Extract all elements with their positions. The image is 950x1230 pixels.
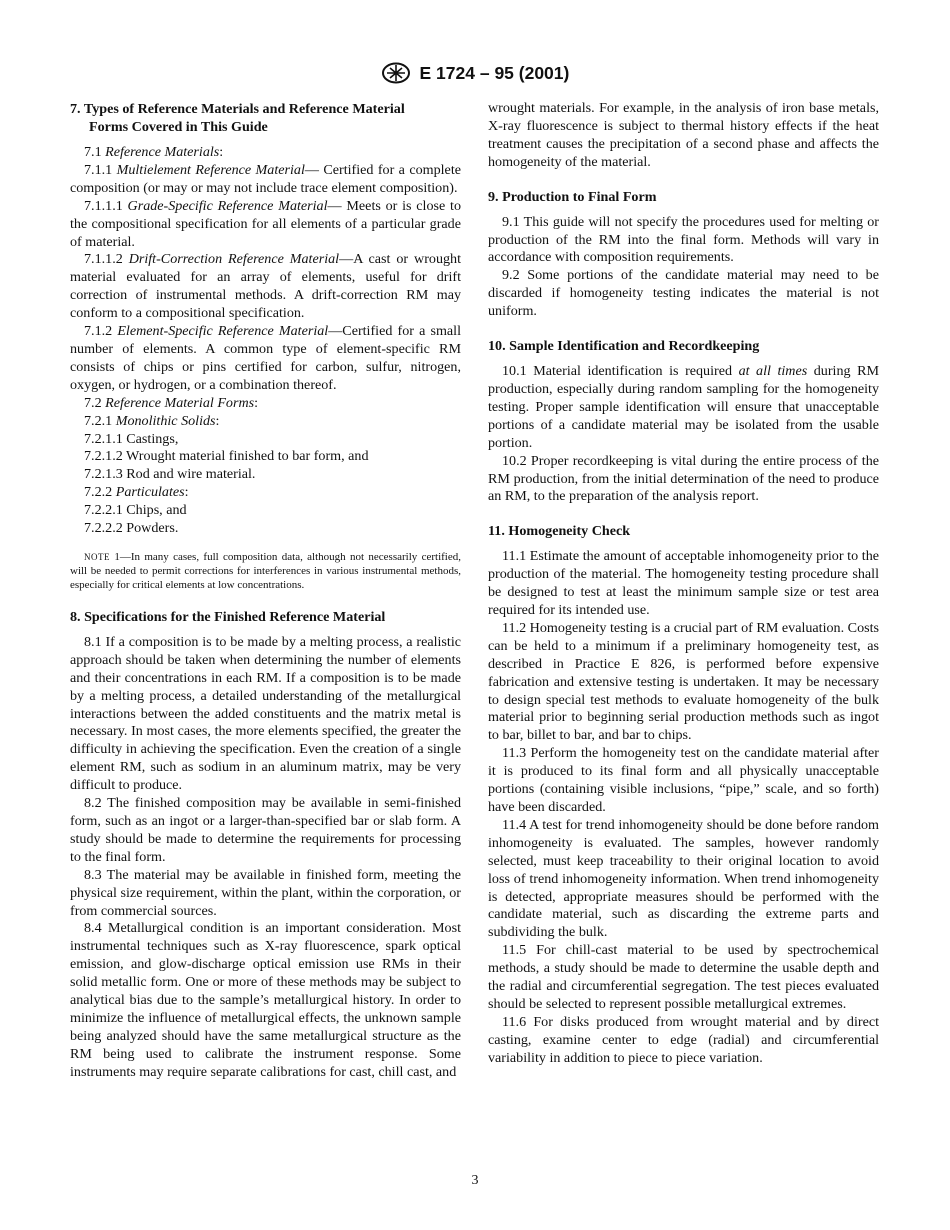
para-7-1-2: 7.1.2 Element-Specific Reference Material—Certified for a small number of elements. A common type of element-specific RM consists of chips or pins certified for carbon, sulfur, nitrogen, oxygen, or hydrogen, or a combination thereof. [70, 323, 462, 393]
para-7-2-1: 7.2.1 Monolithic Solids: [84, 412, 220, 429]
section-8-heading: 8. Specifications for the Finished Reference Material [70, 608, 386, 625]
para-8-4: 8.4 Metallurgical condition is an important consideration. Most instrumental techniques such as X-ray fluorescence, spark optical emission, and glow-discharge optical emission use RMs in their solid metallic form. One or more of these methods may be subject to analytical bias due to the sample’s metallurgical history. In order to minimize the influence of metallurgical effects, the unknown sample being analyzed should have the same metallurgical structure as the RM being used to calibrate the instrument response. Some instruments may require separate calibrations for cast, chill cast, and [70, 920, 461, 1080]
para-7-2: 7.2 Reference Material Forms: [84, 394, 259, 411]
para-9-1: 9.1 This guide will not specify the procedures used for melting or production of the RM into the final form. Methods will vary in accordance with composition requirements. [488, 213, 879, 266]
para-7-2-1-1: 7.2.1.1 Castings, [84, 430, 179, 447]
page-number: 3 [471, 1173, 479, 1188]
section-9-heading: 9. Production to Final Form [488, 188, 657, 205]
para-8-1: 8.1 If a composition is to be made by a melting process, a realistic approach should be taken when determining the number of elements and their concentrations in each RM. If a composition is to be made by a melting process, a detailed understanding of the metallurgical interactions between the added constituents and the matrix metal is necessary. In most cases, the more elements specified, the greater the difficulty in achieving the specification. Even the creation of a single element RM, such as sodium in an aluminum matrix, may be very difficult to produce. [70, 633, 461, 794]
para-7-2-1-2: 7.2.1.2 Wrought material finished to bar form, and [84, 448, 369, 465]
para-9-2: 9.2 Some portions of the candidate material may need to be discarded if homogeneity testing indicates the material is not uniform. [488, 267, 879, 320]
para-7-1-1-1: 7.1.1.1 Grade-Specific Reference Material— Meets or is close to the compositional specification for all elements of a particular grade of material. [70, 197, 461, 250]
note-1: NOTE 1—In many cases, full composition data, although not necessarily certified, will be needed to permit corrections for interferences in various instrumental methods, especially for critical elements at low concentrations. [70, 550, 461, 591]
para-10-1: 10.1 Material identification is required at all times during RM production, especially during random sampling for the homogeneity testing. Proper sample identification will ensure that unacceptable portions of a candidate material may be isolated from the usable portion. [488, 363, 880, 451]
para-11-4: 11.4 A test for trend inhomogeneity should be done before random inhomogeneity is evaluated. The samples, however randomly selected, must keep traceability to their original location to avoid loss of trend inhomogeneity information. When trend inhomogeneity is detected, appropriate measures should be performed with the candidate material, such as discarding the extreme parts and subdividing the bulk. [488, 816, 879, 941]
left-column [70, 100, 461, 1082]
para-7-1-1-2: 7.1.1.2 Drift-Correction Reference Material—A cast or wrought material evaluated for an array of elements, useful for drift correction of instrumental methods. A drift-correction RM may conform to a compositional specification. [70, 251, 461, 322]
para-7-1-1: 7.1.1 Multielement Reference Material— Certified for a complete composition (or may or may not include trace element composition). [70, 161, 461, 196]
para-11-1: 11.1 Estimate the amount of acceptable inhomogeneity prior to the production of the material. The homogeneity testing procedure shall be designed to test at least the minimum sample size or test area required for its intended use. [488, 548, 879, 619]
right-column [488, 100, 879, 1068]
para-8-2: 8.2 The finished composition may be available in semi-finished form, such as an ingot or a larger-than-specified bar or slab form. A study should be made to determine the requirements for processing to the final form. [70, 795, 461, 865]
para-11-5: 11.5 For chill-cast material to be used by spectrochemical methods, a study should be made to determine the usable depth and the radial and circumferential segregation. The test pieces evaluated should be selected to represent possible metallurgical extremes. [488, 942, 879, 1012]
page-header [0, 62, 950, 84]
para-11-6: 11.6 For disks produced from wrought material and by direct casting, examine center to edge (radial) and circumferential variability in addition to piece to piece variation. [488, 1013, 879, 1066]
para-7-2-2-2: 7.2.2.2 Powders. [84, 520, 179, 537]
para-7-1: 7.1 Reference Materials: [84, 144, 224, 160]
para-7-2-2: 7.2.2 Particulates: [84, 484, 189, 501]
astm-logo-icon [381, 62, 411, 84]
section-10-heading: 10. Sample Identification and Recordkeeping [488, 338, 760, 355]
para-10-2: 10.2 Proper recordkeeping is vital during the entire process of the RM production, from the initial determination of the need to produce an RM, to the preparation of the analysis report. [488, 452, 879, 505]
para-8-4-continued: wrought materials. For example, in the analysis of iron base metals, X-ray fluorescence is subject to thermal history effects if the heat treatment causes the precipitation of a second phase and affects the homogeneity of the material. [488, 100, 879, 170]
section-7-heading: 7. Types of Reference Materials and Reference Material Forms Covered in This Guide [70, 101, 405, 135]
para-11-3: 11.3 Perform the homogeneity test on the candidate material after it is produced to its final form and all physically unacceptable portions (containing visible inclusions, “pipe,” scale, and so forth) have been discarded. [488, 745, 879, 815]
para-7-2-2-1: 7.2.2.1 Chips, and [84, 502, 187, 519]
para-8-3: 8.3 The material may be available in finished form, meeting the physical size requirement, within the plant, within the corporation, or from commercial sources. [70, 866, 461, 919]
para-11-2: 11.2 Homogeneity testing is a crucial part of RM evaluation. Costs can be held to a minimum if a preliminary homogeneity test, as described in Practice E 826, is performed before expensive fabrication and extensive testing is undertaken. It may be necessary to design special test methods to evaluate homogeneity of the bulk material prior to beginning serial production methods such as ingot to bar, billet to bar, and bar to chips. [488, 619, 879, 744]
para-7-2-1-3: 7.2.1.3 Rod and wire material. [84, 466, 256, 483]
section-11-heading: 11. Homogeneity Check [488, 523, 631, 540]
document-title: E 1724 – 95 (2001) [419, 63, 570, 83]
